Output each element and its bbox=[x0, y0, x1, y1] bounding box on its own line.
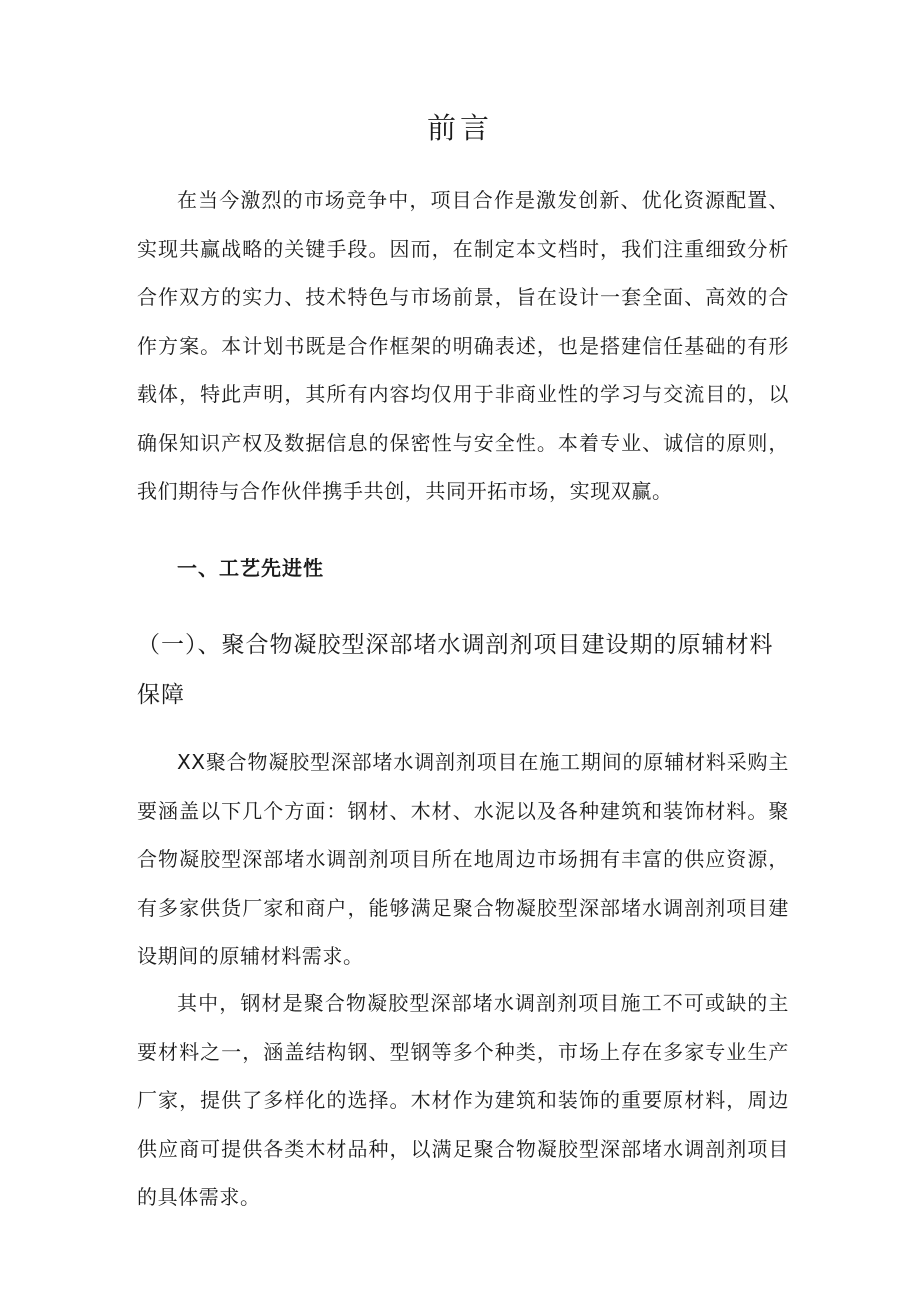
section-heading: 一、工艺先进性 bbox=[177, 556, 324, 580]
body-paragraph-1: XX聚合物凝胶型深部堵水调剖剂项目在施工期间的原辅材料采购主要涵盖以下几个方面：钢材、木材、水泥以及各种建筑和装饰材料。聚合物凝胶型深部堵水调剖剂项目所在地周边市场拥有丰富的供应资源，有多家供货厂家和商户，能够满足聚合物凝胶型深部堵水调剖剂项目建设期间的原辅材料需求。 bbox=[137, 750, 789, 968]
preface-paragraph: 在当今激烈的市场竞争中，项目合作是激发创新、优化资源配置、实现共赢战略的关键手段。因而，在制定本文档时，我们注重细致分析合作双方的实力、技术特色与市场前景，旨在设计一套全面、高效的合作方案。本计划书既是合作框架的明确表述，也是搭建信任基础的有形载体，特此声明，其所有内容均仅用于非商业性的学习与交流目的，以确保知识产权及数据信息的保密性与安全性。本着专业、诚信的原则，我们期待与合作伙伴携手共创，共同开拓市场，实现双赢。 bbox=[137, 188, 789, 503]
body-paragraph-2: 其中，钢材是聚合物凝胶型深部堵水调剖剂项目施工不可或缺的主要材料之一，涵盖结构钢、型钢等多个种类，市场上存在多家专业生产厂家，提供了多样化的选择。木材作为建筑和装饰的重要原材料，周边供应商可提供各类木材品种，以满足聚合物凝胶型深部堵水调剖剂项目的具体需求。 bbox=[137, 991, 789, 1209]
subsection-heading: （一）、聚合物凝胶型深部堵水调剖剂项目建设期的原辅材料保障 bbox=[137, 632, 774, 708]
page-title: 前言 bbox=[426, 111, 493, 145]
